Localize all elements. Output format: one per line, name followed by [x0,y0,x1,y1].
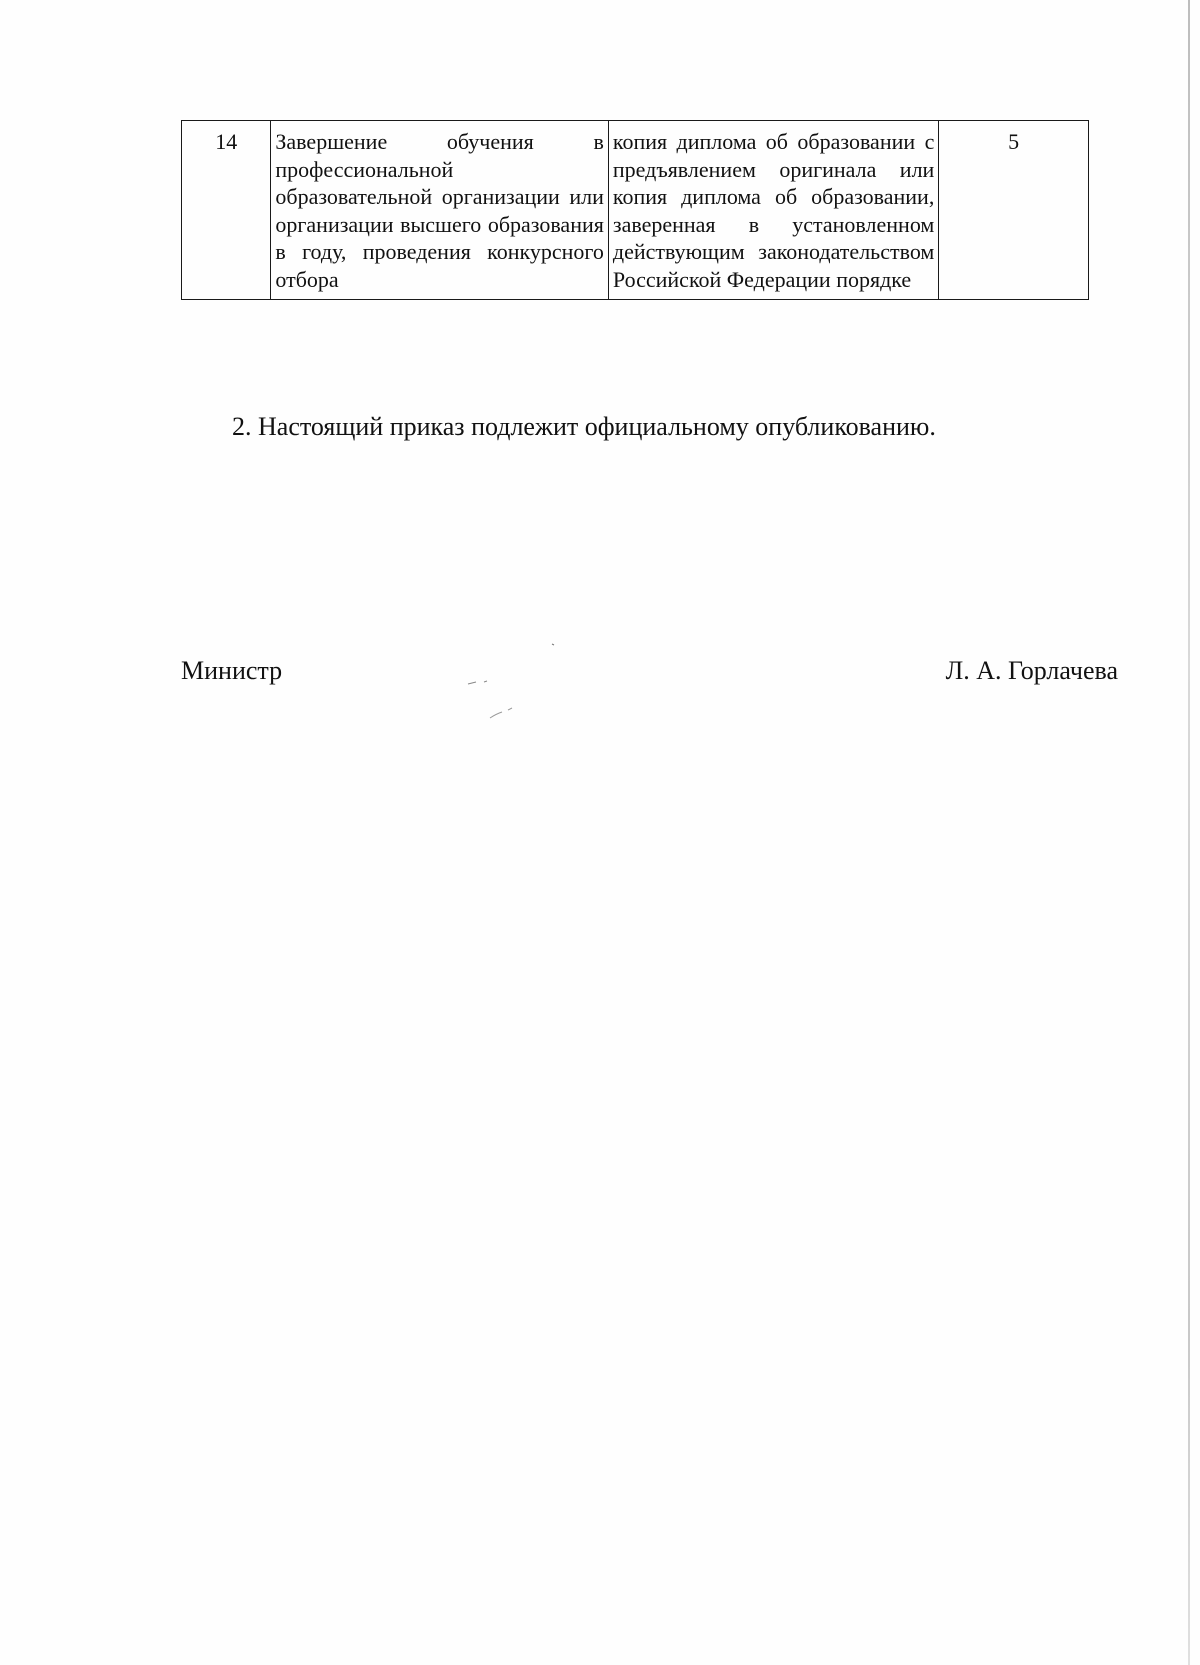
criteria-table [181,120,1089,300]
row-number-cell: 14 [182,121,271,300]
publication-clause: 2. Настоящий приказ подлежит официальному опубликованию. [232,412,936,441]
table-row [182,121,1089,300]
signature-traces [460,640,560,730]
document-cell: копия диплома об образовании с предъявлением оригинала или копия диплома об образовании, заверенная в установленном действующим законодательством Российской Федерации порядке [608,121,938,300]
signatory-name: Л. А. Горлачева [945,656,1118,685]
scan-edge-shadow [1188,0,1190,1665]
signatory-position: Министр [181,656,283,685]
score-cell: 5 [939,121,1089,300]
criterion-cell: Завершение обучения в профессиональной образовательной организации или организации высшего образования в году, проведения конкурсного отбора [271,121,608,300]
